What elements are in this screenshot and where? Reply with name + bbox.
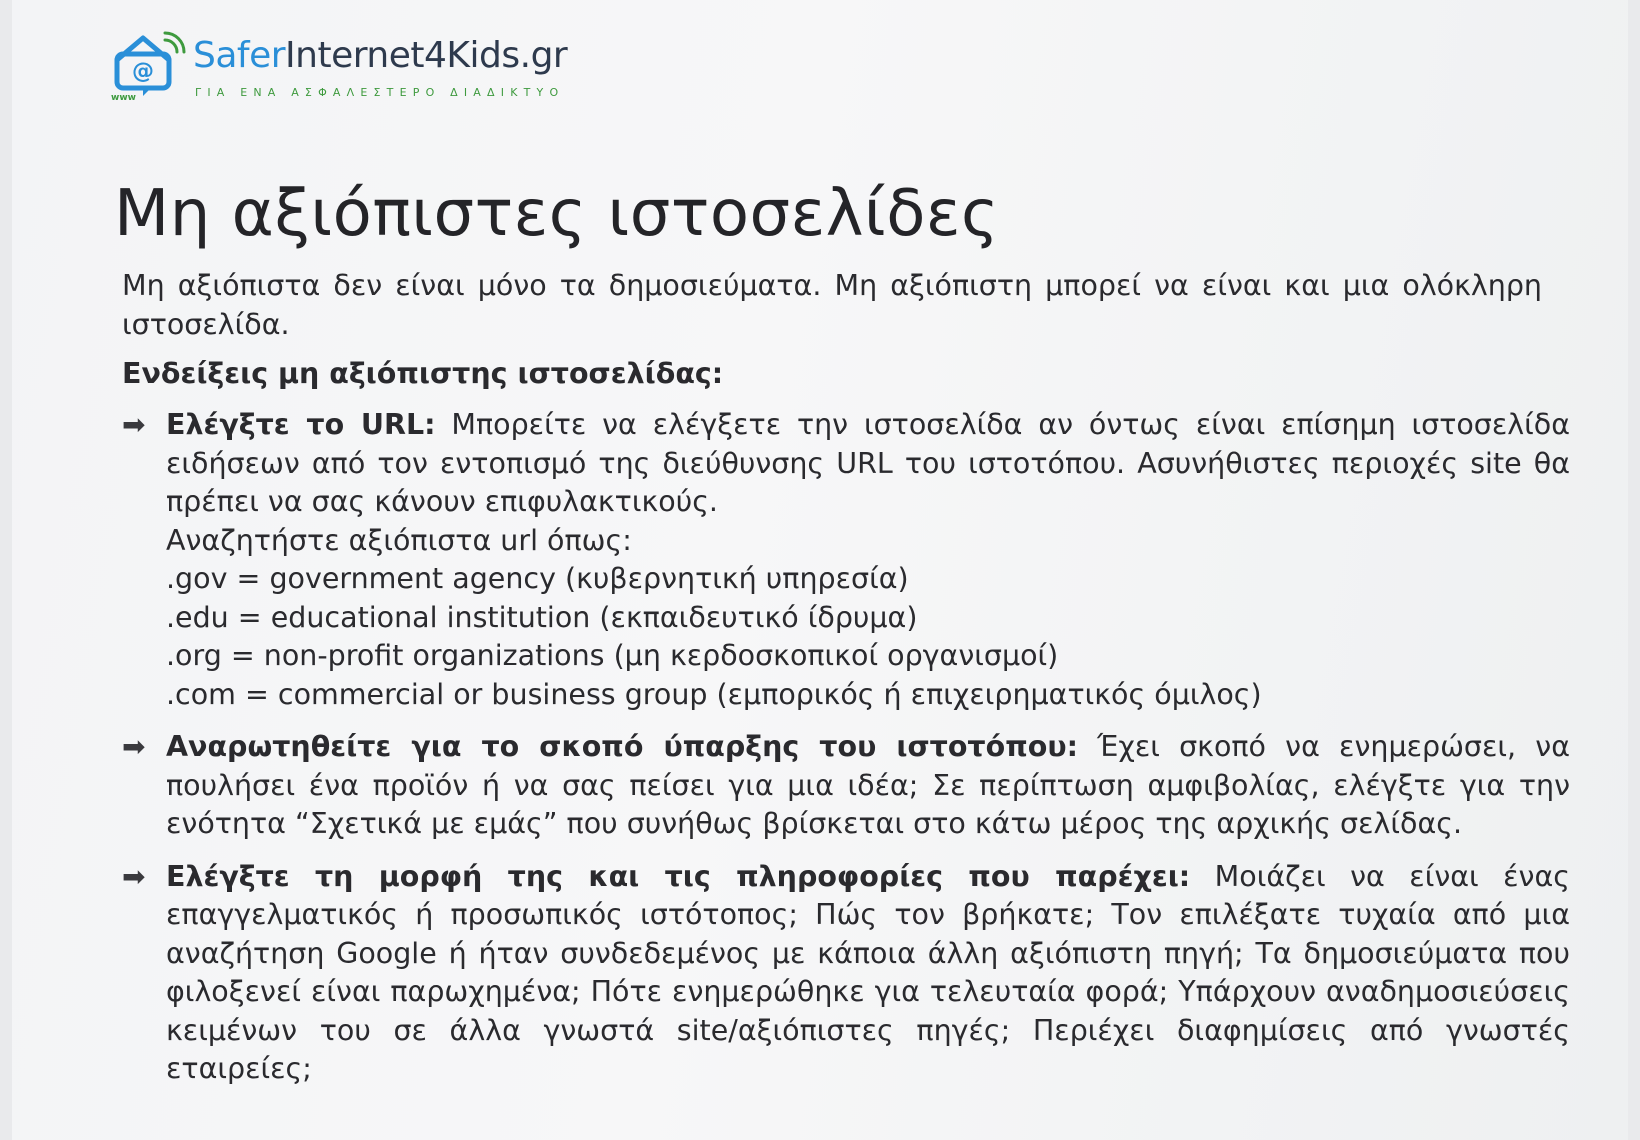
arrow-right-icon: ➡ xyxy=(122,730,146,763)
logo-name-part3: .gr xyxy=(519,35,568,76)
logo-tagline: ΓΙΑ ΕΝΑ ΑΣΦΑΛΕΣΤΕΡΟ ΔΙΑΔΙΚΤΥΟ xyxy=(195,86,565,99)
domain-item-org: .org = non-profit organizations (μη κερδοσκοπικοί οργανισμοί) xyxy=(166,639,1059,672)
at-sign-monitor-icon xyxy=(107,30,187,102)
bullet-check-url-text xyxy=(166,406,1570,522)
page-title: Μη αξιόπιστες ιστοσελίδες xyxy=(114,177,999,251)
bullet-label: Ελέγξτε το URL: xyxy=(166,408,436,441)
intro-paragraph: Μη αξιόπιστα δεν είναι μόνο τα δημοσιεύματα. Μη αξιόπιστη μπορεί να είναι και μια ολόκληρη ιστοσελίδα. xyxy=(122,269,1542,341)
logo-wordmark xyxy=(193,34,567,78)
bullet-check-url xyxy=(122,406,1570,714)
domains-intro: Αναζητήστε αξιόπιστα url όπως: xyxy=(166,523,632,557)
arrow-right-icon: ➡ xyxy=(122,408,146,441)
domain-item-gov: .gov = government agency (κυβερνητική υπηρεσία) xyxy=(166,562,909,595)
svg-text:@: @ xyxy=(132,59,154,84)
bullet-site-purpose xyxy=(122,728,1570,844)
bullet-body: Έχει σκοπό να ενημερώσει, να πουλήσει ένα προϊόν ή να σας πείσει για μια ιδέα; Σε περίπτωση αμφιβολίας, ελέγξτε για την ενότητα “Σχετικά με εμάς” που συνήθως βρίσκεται στο κάτω μέρος της αρχικής σελίδας. xyxy=(166,730,1570,840)
bullet-label: Ελέγξτε τη μορφή της και τις πληροφορίες που παρέχει: xyxy=(166,859,1191,893)
logo-name-part1: Safer xyxy=(193,35,286,76)
bullet-label: Αναρωτηθείτε για το σκοπό ύπαρξης του ιστοτόπου: xyxy=(166,730,1078,763)
bullet-site-format xyxy=(122,858,1570,1089)
bullet-body: Μοιάζει να είναι ένας επαγγελματικός ή προσωπικός ιστότοπος; Πώς τον βρήκατε; Τον επιλέξατε τυχαία από μια αναζήτηση Google ή ήταν συνδεδεμένος με κάποια άλλη αξιόπιστη πηγή; Τα δημοσιεύματα που φιλοξενεί είναι παρωχημένα; Πότε ενημερώθηκε για τελευταία φορά; Υπάρχουν αναδημοσιεύσεις κειμένων του σε άλλα γνωστά site/αξιόπιστες πηγές; Περιέχει διαφημίσεις από γνωστές εταιρείες; xyxy=(166,859,1570,1085)
logo-www-text: www xyxy=(111,93,136,102)
bullet-body: Μπορείτε να ελέγξετε την ιστοσελίδα αν όντως είναι επίσημη ιστοσελίδα ειδήσεων από τον εντοπισμό της διεύθυνσης URL του ιστοτόπου. Ασυνήθιστες περιοχές site θα πρέπει να σας κάνουν επιφυλακτικούς. xyxy=(166,408,1570,518)
site-logo[interactable] xyxy=(107,30,587,105)
domain-item-com: .com = commercial or business group (εμπορικός ή επιχειρηματικός όμιλος) xyxy=(166,677,1262,711)
bullet-site-format-text xyxy=(166,858,1570,1089)
document-page xyxy=(12,0,1628,1140)
trusted-domains-list xyxy=(166,560,1570,714)
bullet-site-purpose-text xyxy=(166,728,1570,844)
indicators-heading: Ενδείξεις μη αξιόπιστης ιστοσελίδας: xyxy=(122,357,724,390)
logo-name-part2: Internet4Kids xyxy=(285,35,520,76)
domain-item-edu: .edu = educational institution (εκπαιδευτικό ίδρυμα) xyxy=(166,600,918,634)
arrow-right-icon: ➡ xyxy=(122,859,146,893)
main-content xyxy=(108,172,1570,1103)
